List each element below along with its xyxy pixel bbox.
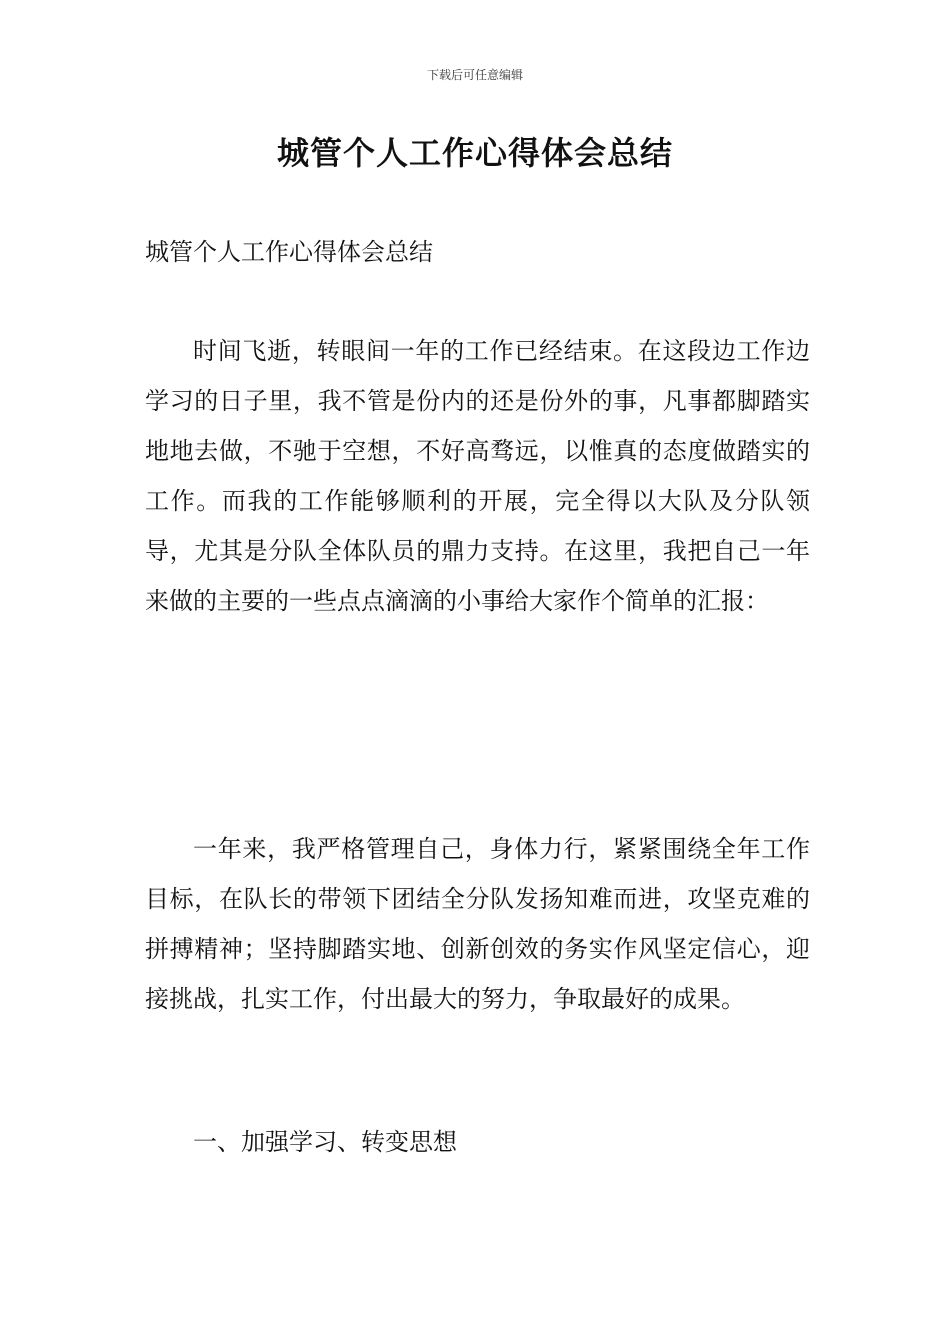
section-heading: 一、加强学习、转变思想: [193, 1128, 457, 1156]
paragraph-intro: 时间飞逝，转眼间一年的工作已经结束。在这段边工作边学习的日子里，我不管是份内的还是份外的事，凡事都脚踏实地地去做，不驰于空想，不好高骛远，以惟真的态度做踏实的工作。而我的工作能够顺利的开展，完全得以大队及分队领导，尤其是分队全体队员的鼎力支持。在这里，我把自己一年来做的主要的一些点点滴滴的小事给大家作个简单的汇报：: [145, 337, 810, 615]
paragraph-summary: 一年来，我严格管理自己，身体力行，紧紧围绕全年工作目标，在队长的带领下团结全分队发扬知难而进，攻坚克难的拼搏精神；坚持脚踏实地、创新创效的务实作风坚定信心，迎接挑战，扎实工作，付出最大的努力，争取最好的成果。: [145, 835, 810, 1013]
header-note: 下载后可任意编辑: [426, 68, 523, 82]
document-subtitle: 城管个人工作心得体会总结: [145, 238, 433, 266]
document-title: 城管个人工作心得体会总结: [276, 134, 673, 172]
